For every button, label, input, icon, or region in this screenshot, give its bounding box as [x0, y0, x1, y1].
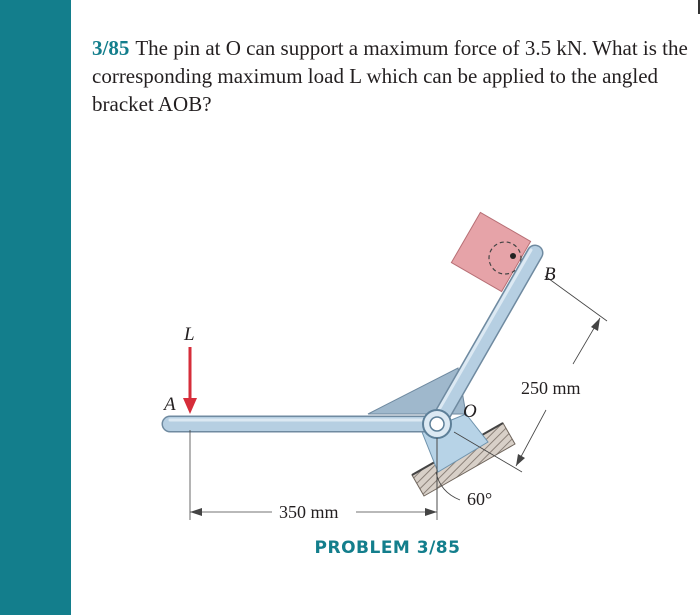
problem-caption: PROBLEM 3/85	[314, 538, 461, 558]
bracket-figure	[71, 150, 700, 540]
label-b: B	[544, 264, 556, 285]
label-load: L	[184, 324, 195, 345]
label-o: O	[463, 401, 477, 422]
load-arrow	[183, 347, 197, 414]
label-angle: 60°	[467, 489, 493, 509]
label-a: A	[164, 394, 176, 415]
problem-statement	[92, 34, 692, 118]
problem-number: 3/85	[92, 36, 130, 60]
label-dim-250: 250 mm	[521, 378, 581, 398]
label-dim-350: 350 mm	[279, 502, 339, 522]
pin-o	[423, 410, 451, 438]
side-bar	[0, 0, 71, 615]
problem-body: The pin at O can support a maximum force of 3.5 kN. What is the corresponding maximum load L which can be applied to the angled bracket AOB?	[92, 36, 688, 116]
roller-contact	[510, 253, 516, 259]
bracket-arm-ao	[170, 420, 437, 424]
